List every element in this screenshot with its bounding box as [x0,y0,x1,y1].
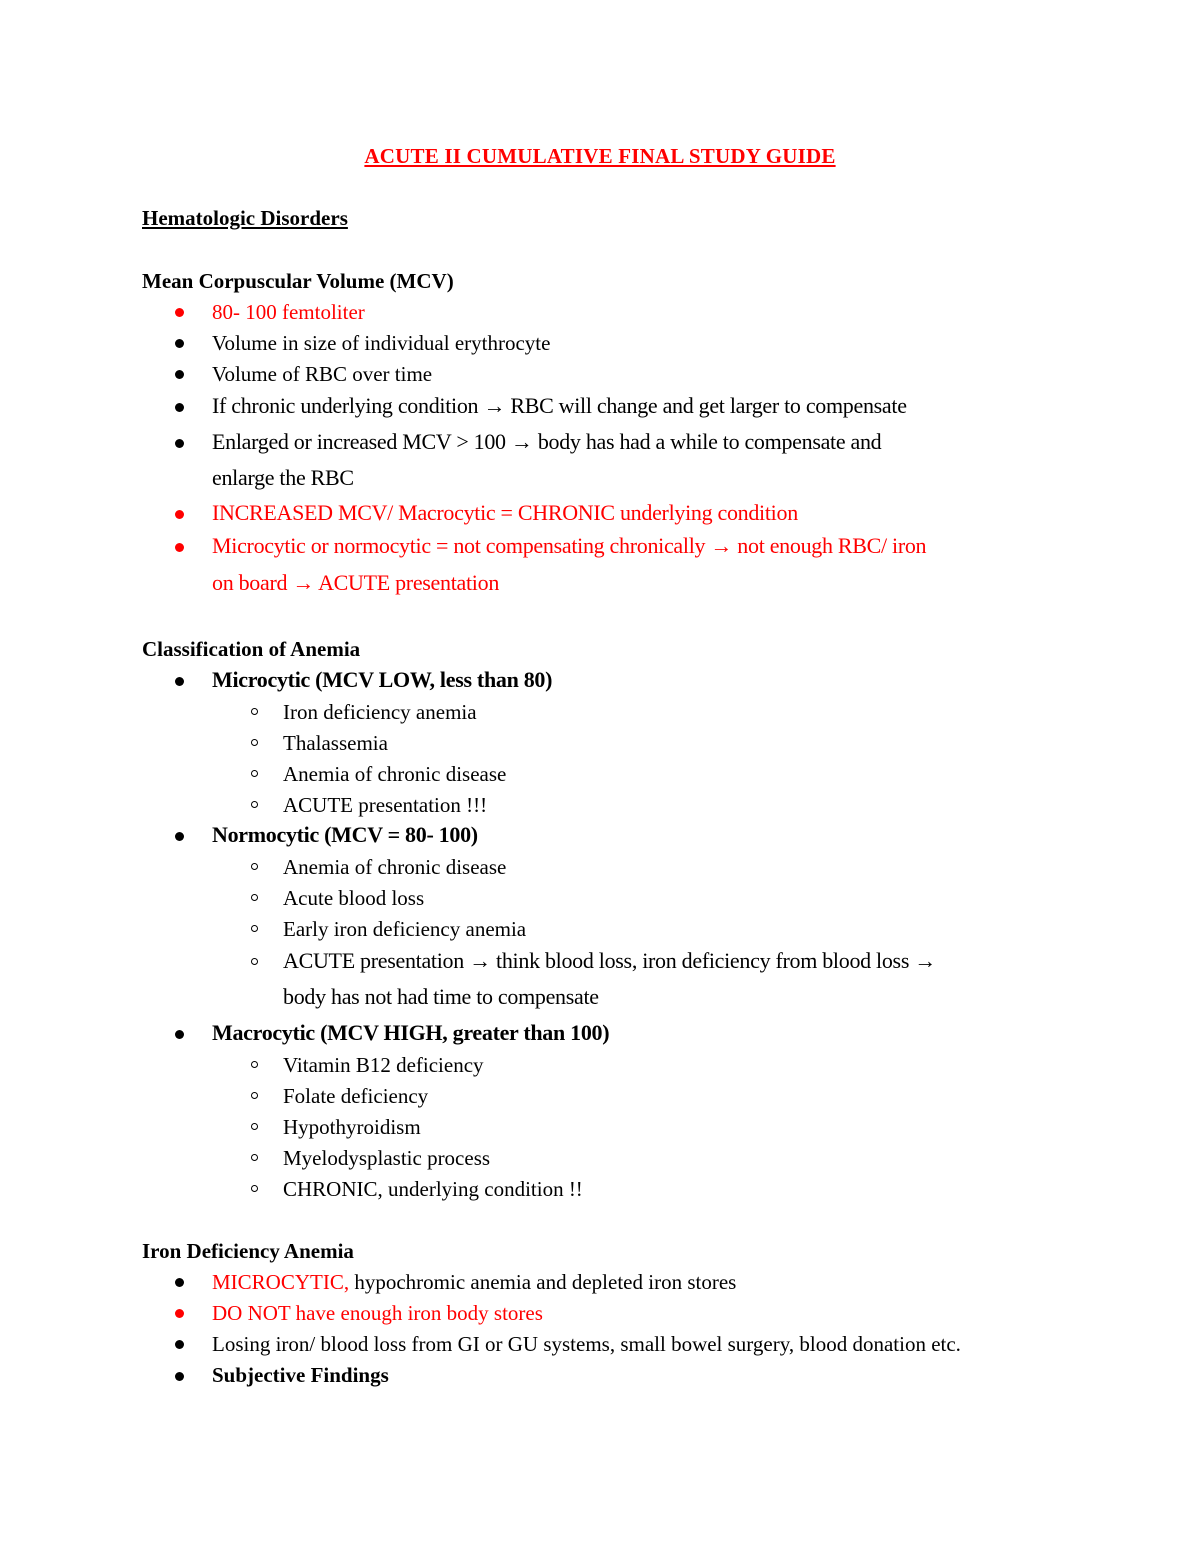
bullet-icon [175,510,184,519]
mcv-item-chronic: If chronic underlying condition → RBC will change and get larger to compensate [212,393,907,418]
mcv-item-volume-size: Volume in size of individual erythrocyte [212,331,551,355]
iron-item-microcytic-red: MICROCYTIC, [212,1270,350,1294]
circle-bullet-icon [251,863,258,870]
heading-iron-deficiency: Iron Deficiency Anemia [142,1239,354,1263]
bullet-icon [175,439,184,448]
mcv-item-volume-time: Volume of RBC over time [212,362,433,386]
microcytic-item: Thalassemia [283,731,388,755]
iron-item-microcytic-rest: hypochromic anemia and depleted iron stores [349,1270,737,1294]
bullet-icon [175,370,184,379]
circle-bullet-icon [251,925,258,932]
iron-item-subjective: Subjective Findings [212,1363,389,1387]
circle-bullet-icon [251,739,258,746]
microcytic-label: Microcytic (MCV LOW, less than 80) [212,667,553,692]
normocytic-item: Early iron deficiency anemia [283,917,527,941]
mcv-item-enlarged: Enlarged or increased MCV > 100 → body has had a while to compensate and [212,429,882,454]
normocytic-item: Acute blood loss [283,886,425,910]
circle-bullet-icon [251,708,258,715]
microcytic-item: Iron deficiency anemia [283,700,477,724]
bullet-icon [175,1278,184,1287]
mcv-item-microcytic-cont: on board → ACUTE presentation [212,570,500,595]
iron-item-microcytic [212,1270,736,1294]
normocytic-item: Anemia of chronic disease [283,855,507,879]
normocytic-label: Normocytic (MCV = 80- 100) [212,822,478,847]
iron-item-stores: DO NOT have enough iron body stores [212,1301,543,1325]
bullet-icon [175,1309,184,1318]
macrocytic-label: Macrocytic (MCV HIGH, greater than 100) [212,1020,610,1045]
circle-bullet-icon [251,1123,258,1130]
macrocytic-item: Myelodysplastic process [283,1146,491,1170]
mcv-item-enlarged-cont: enlarge the RBC [212,465,354,490]
circle-bullet-icon [251,1061,258,1068]
circle-bullet-icon [251,770,258,777]
microcytic-item: Anemia of chronic disease [283,762,507,786]
document-title: ACUTE II CUMULATIVE FINAL STUDY GUIDE [364,144,836,168]
circle-bullet-icon [251,894,258,901]
mcv-item-increased: INCREASED MCV/ Macrocytic = CHRONIC underlying condition [212,500,798,525]
macrocytic-item: Vitamin B12 deficiency [283,1053,484,1077]
circle-bullet-icon [251,1185,258,1192]
section-heading-hematologic: Hematologic Disorders [142,206,348,230]
bullet-icon [175,1340,184,1349]
bullet-icon [175,543,184,552]
circle-bullet-icon [251,1092,258,1099]
normocytic-item: ACUTE presentation → think blood loss, iron deficiency from blood loss → [283,948,936,973]
macrocytic-item: CHRONIC, underlying condition !! [283,1177,583,1201]
circle-bullet-icon [251,801,258,808]
mcv-item-range: 80- 100 femtoliter [212,300,365,324]
iron-item-losing: Losing iron/ blood loss from GI or GU systems, small bowel surgery, blood donation etc. [212,1332,961,1356]
macrocytic-item: Hypothyroidism [283,1115,421,1139]
bullet-icon [175,832,184,841]
bullet-icon [175,1030,184,1039]
bullet-icon [175,339,184,348]
bullet-icon [175,1372,184,1381]
bullet-icon [175,677,184,686]
normocytic-item-cont: body has not had time to compensate [283,984,599,1009]
mcv-item-microcytic: Microcytic or normocytic = not compensating chronically → not enough RBC/ iron [212,533,927,558]
heading-classification: Classification of Anemia [142,637,361,661]
bullet-icon [175,308,184,317]
circle-bullet-icon [251,958,258,965]
macrocytic-item: Folate deficiency [283,1084,429,1108]
bullet-icon [175,403,184,412]
heading-mcv: Mean Corpuscular Volume (MCV) [142,269,454,293]
microcytic-item: ACUTE presentation !!! [283,793,488,817]
circle-bullet-icon [251,1154,258,1161]
